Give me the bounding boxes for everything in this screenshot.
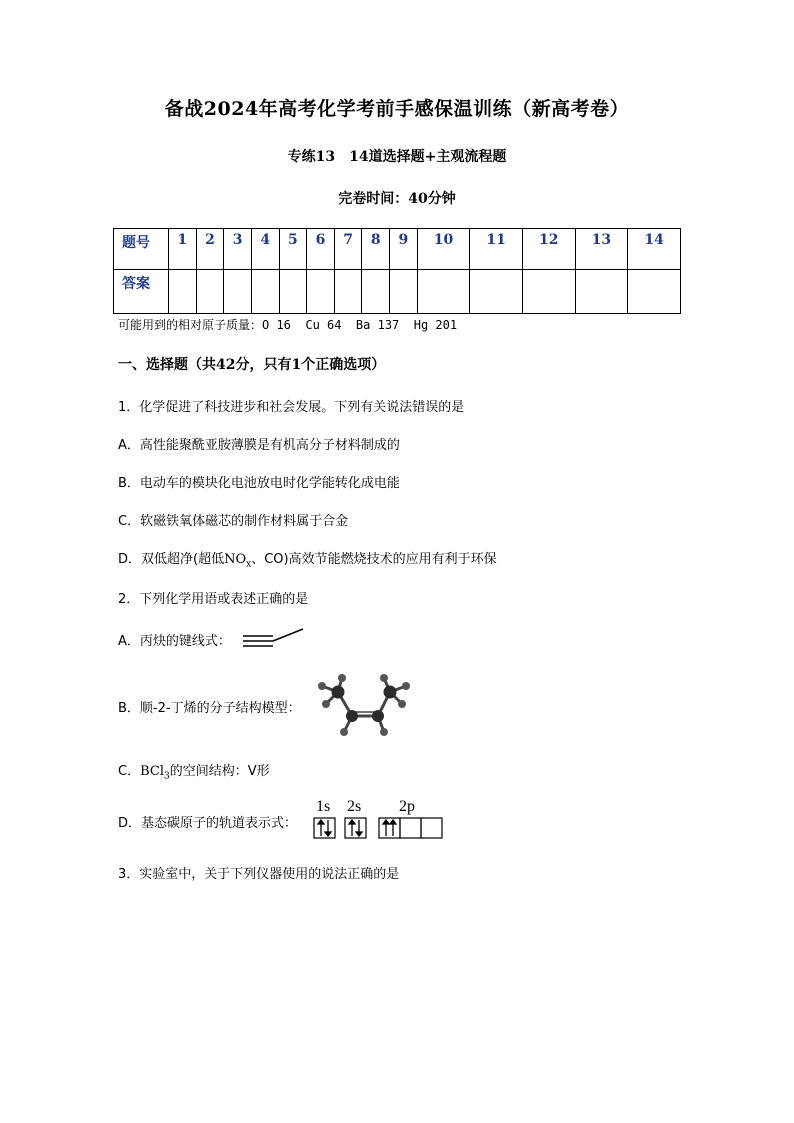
answer-cell[interactable] bbox=[362, 270, 390, 314]
q1-option-b: B．电动车的模块化电池放电时化学能转化成电能 bbox=[118, 476, 400, 491]
q2-option-d: D．基态碳原子的轨道表示式： bbox=[118, 816, 298, 831]
q2-option-b: B．顺-2-丁烯的分子结构模型： bbox=[118, 701, 301, 716]
orbital-box-2p-3 bbox=[421, 818, 442, 838]
q1-stem: 1．化学促进了科技进步和社会发展。下列有关说法错误的是 bbox=[118, 400, 465, 415]
exam-time-limit: 完卷时间：40分钟 bbox=[338, 191, 456, 207]
answer-cell[interactable] bbox=[251, 270, 279, 314]
answer-cell[interactable] bbox=[470, 270, 523, 314]
answer-cell[interactable] bbox=[522, 270, 575, 314]
orbital-label-2s: 2s bbox=[347, 798, 362, 815]
question-number-cell: 1 bbox=[169, 229, 197, 270]
question-number-cell: 11 bbox=[470, 229, 523, 270]
orbital-box-2p-2 bbox=[400, 818, 421, 838]
question-number-cell: 7 bbox=[334, 229, 362, 270]
exam-title: 备战2024年高考化学考前手感保温训练（新高考卷） bbox=[164, 98, 630, 120]
question-number-cell: 3 bbox=[224, 229, 252, 270]
propyne-skeletal-formula bbox=[243, 628, 307, 652]
bcl3-formula: BCl$_3$ bbox=[140, 764, 170, 782]
q2-option-c bbox=[118, 760, 270, 782]
question-number-cell: 12 bbox=[522, 229, 575, 270]
cis-2-butene-ball-stick-model bbox=[312, 672, 412, 738]
orbital-box-2p-1 bbox=[379, 818, 400, 838]
question-number-cell: 5 bbox=[279, 229, 307, 270]
answer-cell[interactable] bbox=[334, 270, 362, 314]
question-number-cell: 9 bbox=[390, 229, 418, 270]
atomic-masses: 可能用到的相对原子质量：O 16 Cu 64 Ba 137 Hg 201 bbox=[118, 318, 458, 332]
q1-option-a: A．高性能聚酰亚胺薄膜是有机高分子材料制成的 bbox=[118, 438, 400, 453]
answer-cell[interactable] bbox=[196, 270, 224, 314]
question-number-label: 题号 bbox=[114, 229, 169, 270]
question-number-cell: 8 bbox=[362, 229, 390, 270]
q1-option-d-post: 、CO)高效节能燃烧技术的应用有利于环保 bbox=[251, 552, 497, 567]
answer-table bbox=[113, 228, 681, 314]
answer-cell[interactable] bbox=[224, 270, 252, 314]
section-title: 一、选择题（共42分，只有1个正确选项） bbox=[118, 357, 386, 373]
answer-cell[interactable] bbox=[628, 270, 681, 314]
q2-option-c-pre: C． bbox=[118, 764, 141, 779]
exam-subtitle: 专练13 14道选择题+主观流程题 bbox=[287, 149, 507, 165]
answer-cell[interactable] bbox=[279, 270, 307, 314]
answer-cell[interactable] bbox=[169, 270, 197, 314]
electron-arrows bbox=[318, 820, 396, 836]
q2-option-c-post: 的空间结构：V形 bbox=[169, 764, 270, 779]
answer-cell[interactable] bbox=[417, 270, 470, 314]
q2-option-a: A．丙炔的键线式： bbox=[118, 634, 231, 649]
answer-cell[interactable] bbox=[307, 270, 335, 314]
q1-option-c: C．软磁铁氧体磁芯的制作材料属于合金 bbox=[118, 514, 349, 529]
orbital-label-2p: 2p bbox=[399, 798, 415, 815]
nox-formula: $NO_x$ bbox=[224, 552, 252, 570]
question-number-cell: 2 bbox=[196, 229, 224, 270]
carbon-orbital-diagram bbox=[313, 796, 445, 842]
answer-cell[interactable] bbox=[390, 270, 418, 314]
answer-label: 答案 bbox=[114, 270, 169, 314]
question-number-cell: 13 bbox=[575, 229, 628, 270]
orbital-label-1s: 1s bbox=[316, 798, 331, 815]
q3-stem: 3．实验室中，关于下列仪器使用的说法正确的是 bbox=[118, 867, 400, 882]
orbital-box-1s bbox=[314, 818, 335, 838]
q1-option-d bbox=[118, 548, 497, 570]
question-number-row bbox=[114, 229, 681, 270]
question-number-cell: 6 bbox=[307, 229, 335, 270]
answer-row bbox=[114, 270, 681, 314]
orbital-box-2s bbox=[345, 818, 366, 838]
question-number-cell: 4 bbox=[251, 229, 279, 270]
question-number-cell: 10 bbox=[417, 229, 470, 270]
q2-stem: 2．下列化学用语或表述正确的是 bbox=[118, 592, 309, 607]
question-number-cell: 14 bbox=[628, 229, 681, 270]
q1-option-d-pre: D．双低超净(超低 bbox=[118, 552, 225, 567]
answer-cell[interactable] bbox=[575, 270, 628, 314]
